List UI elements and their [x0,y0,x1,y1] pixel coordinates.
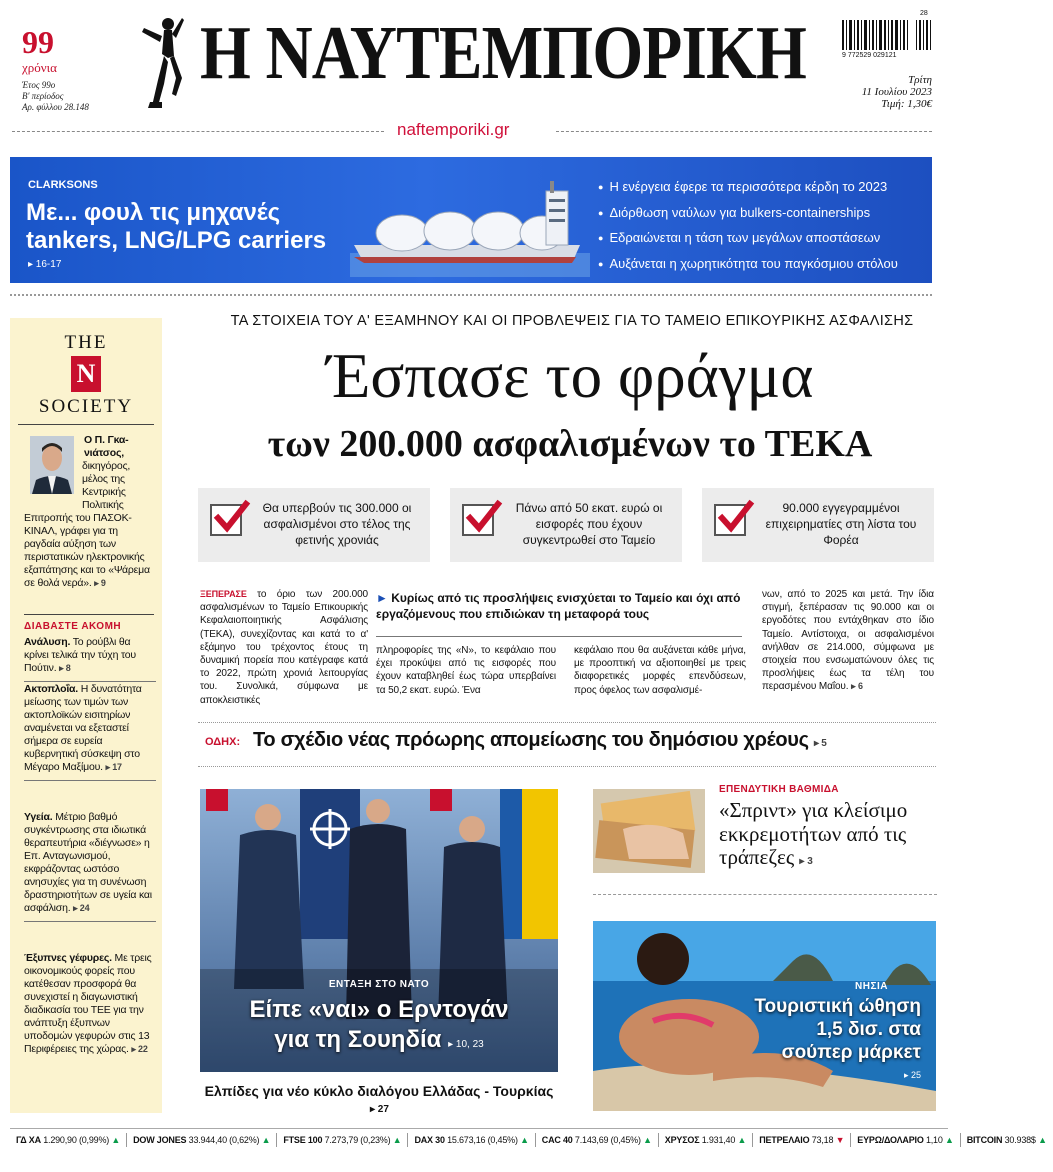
ticker-name: ΓΔ ΧΑ [16,1134,41,1145]
society-rule [18,424,154,425]
barcode-issue: 28 [920,10,928,17]
issue-number: Αρ. φύλλου 28.148 [22,102,89,112]
ticker-item [961,1133,1053,1147]
ticker-value: 1,10 [925,1134,943,1145]
ticker-name: ΠΕΤΡΕΛΑΙΟ [759,1134,810,1145]
society-sidebar [10,318,162,1113]
item-text: Η δυνατότητα μείωσης των τιμών των ακτοπλοϊκών εισιτηρίων αναμένεται να εξεταστεί σήμερα σε ευρεία κυβερνητική σύσκεψη στο Μέγαρο Μαξίμου. [24,683,142,773]
more-item-analysis[interactable] [24,636,156,682]
more-heading: ΔΙΑΒΑΣΤΕ ΑΚΟΜΗ [24,614,154,632]
quote-text: Κυρίως από τις προσλήψεις ενισχύεται το Ταμείο και όχι από εργαζόμενους που επιδιώκαν τη μεταφορά τους [376,591,741,621]
society-bio[interactable] [24,434,154,590]
banner-title [26,199,326,255]
col4-page-ref: ▸ 6 [851,681,863,692]
ticker-value: 33.944,40 (0,62%) [188,1134,260,1145]
lead-pull-quote [376,590,742,622]
ticker-item [408,1133,535,1147]
nato-page-ref: ▸ 10, 23 [448,1039,484,1050]
triangle-down-icon: ▼ [835,1134,845,1145]
ticker-item [277,1133,408,1147]
more-item-ferries[interactable] [24,683,156,781]
stat-box-insured [198,488,430,562]
nato-title-line2-text: για τη Σουηδία [274,1026,442,1053]
triangle-up-icon: ▲ [392,1134,402,1145]
check-icon [462,504,494,536]
bio-page-ref: ▸ 9 [94,578,106,588]
ticker-item [659,1133,753,1147]
ticker-name: CAC 40 [541,1134,573,1145]
lead-body-col4 [762,588,934,694]
date-block [790,74,932,110]
banner-bullet: ● Εδραιώνεται η τάση των μεγάλων αποστάσεων [598,226,928,252]
bio-text: δικηγόρος, μέλος της Κεντρικής Πολιτικής Επιτροπής του ΠΑΣΟΚ-ΚΙΝΑΛ, γράφει για τη ραγδαία αύξηση των περιστατικών ηλεκτρονικής εξαπάτησης και το «Ψάρεμα σε θολά νερά». [24,460,150,589]
avatar-spacer [24,460,82,502]
tourism-kicker: ΝΗΣΙΑ [855,981,888,992]
item-page-ref: ▸ 8 [59,663,71,673]
ticker-value: 1.931,40 [701,1134,736,1145]
society-word: SOCIETY [38,396,134,417]
item-lead: Έξυπνες γέφυρες. [24,952,112,964]
triangle-up-icon: ▲ [520,1134,529,1145]
nato-title-line1: Είπε «ναι» ο Ερντογάν [249,996,509,1023]
anniversary-number: 99 [22,24,54,60]
item-text: Το ρούβλι θα κρίνει τελικά την τύχη του Πούτιν. [24,636,136,674]
barcode-icon [842,20,932,50]
ticker-value: 1.290,90 (0,99%) [43,1134,110,1145]
ticker-name: BITCOIN [966,1134,1003,1145]
tourism-page-ref: ▸ 25 [903,1070,921,1080]
item-page-ref: ▸ 17 [105,762,122,772]
investment-page-ref: ▸ 3 [799,856,813,867]
ticker-name: ΧΡΥΣΟΣ [664,1134,700,1145]
more-item-health[interactable] [24,811,156,922]
more-item-bridges[interactable] [24,952,156,1062]
nato-title-line2 [200,1025,558,1060]
ticker-item [851,1133,960,1147]
hermes-icon [138,14,186,110]
price: Τιμή: 1,30€ [881,98,932,110]
ticker-item [753,1133,851,1147]
ticker-item [536,1133,659,1147]
investment-kicker: ΕΠΕΝΔΥΤΙΚΗ ΒΑΘΜΙΔΑ [719,784,839,795]
banner-title-line2: tankers, LNG/LPG carriers [26,227,327,254]
check-icon [210,504,242,536]
lead-body-col1 [200,588,368,707]
banner-bullet: ● Η ενέργεια έφερε τα περισσότερα κέρδη το 2023 [598,175,928,201]
guide-rule-bottom [198,766,936,767]
investment-headline[interactable] [719,799,949,874]
ticker-item [127,1133,277,1147]
issue-period: Β' περίοδος [22,91,64,101]
item-lead: Υγεία. [24,811,53,823]
ticker-item [10,1133,127,1147]
bio-text-wrap [24,460,154,590]
triangle-up-icon: ▲ [111,1134,121,1145]
masthead [0,0,960,150]
banner-page-ref: ▸ 16-17 [28,259,62,270]
weekday: Τρίτη [908,74,932,86]
ticker-name: DAX 30 [414,1134,445,1145]
ticker-value: 7.143,69 (0,45%) [574,1134,641,1145]
stat-text: Πάνω από 50 εκατ. ευρώ οι εισφορές που έχουν συγκεντρωθεί στο Ταμείο [515,501,663,547]
ticker-value: 73,18 [811,1134,834,1145]
banner-title-line1: Με... φουλ τις μηχανές [26,199,281,226]
triangle-up-icon: ▲ [643,1134,652,1145]
triangle-up-icon: ▲ [1038,1134,1047,1145]
lead-subhead: των 200.000 ασφαλισμένων το ΤΕΚΑ [267,423,873,465]
issue-year: Έτος 99ο [22,80,56,90]
market-ticker [10,1128,1047,1150]
triangle-up-icon: ▲ [737,1134,747,1145]
col1-lead: ΞΕΠΕΡΑΣΕ [200,589,247,599]
lead-body-col2: πληροφορίες της «Ν», το κεφάλαιο που έχει προκύψει από τις εισφορές που έχουν καταβληθεί έως τώρα υπερβαίνει τα 50,2 εκατ. ευρώ. Ένα [376,645,556,696]
nato-title [200,995,558,1060]
guide-rule-top [198,722,936,723]
item-page-ref: ▸ 24 [73,903,90,913]
nato-photo-story[interactable] [200,789,558,1072]
section-divider [10,294,932,296]
newspaper-title: Η ΝΑΥΤΕΜΠΟΡΙΚΗ [200,11,806,95]
banner-kicker: CLARKSONS [28,179,98,191]
nato-caption[interactable]: Ελπίδες για νέο κύκλο διαλόγου Ελλάδας - Τουρκίας [204,1083,554,1099]
item-lead: Ακτοπλοΐα. [24,683,79,695]
banner-bullet: ● Διόρθωση ναύλων για bulkers-containerships [598,201,928,227]
tourism-title-line3: σούπερ μάρκετ [781,1042,921,1063]
society-the: THE [64,332,108,353]
issue-info [22,80,89,113]
stat-box-employers [702,488,934,562]
ticker-value: 15.673,16 (0,45%) [447,1134,518,1145]
ticker-name: FTSE 100 [283,1134,323,1145]
stat-box-contributions [450,488,682,562]
triangle-up-icon: ▲ [944,1134,954,1145]
guide-page-ref: ▸ 5 [814,738,827,749]
rule-right [556,131,932,132]
tourism-title [733,995,921,1087]
col4-text: νων, από το 2025 και μετά. Την ίδια στιγμή, ξεπέρασαν τις 90.000 και οι εργοδότες που εντάχθηκαν στο ίδιο Ταμείο. Αντίστοιχα, οι ασφαλισμένοι ανήλθαν σε 214.000, σύμφωνα με στοιχεία που ενσωματώνουν όλες τις προσλήψεις έως τα τέλη του περασμένου Μαΐου. [762,589,934,693]
barcode-number: 9 772529 029121 [842,52,897,59]
rule-left [12,131,384,132]
nato-caption-ref: ▸ 27 [370,1104,389,1115]
triangle-up-icon: ▲ [261,1134,271,1145]
investment-title: «Σπριντ» για κλείσιμο εκκρεμοτήτων από τις τράπεζες [719,798,908,869]
arrow-right-icon: ► [376,591,388,605]
item-text: Με τρεις οικονομικούς φορείς που κατέθεσαν προσφορά θα συνεχιστεί η διαγωνιστική διαδικασία του ΤΕΕ για την ανάπτυξη έξυπνων υποδομών γεφυρών στις 13 Περιφέρειες της χώρας. [24,952,152,1055]
ticker-name: DOW JONES [133,1134,187,1145]
item-lead: Ανάλυση. [24,636,71,648]
tourism-title-line1: Τουριστική ώθηση [754,996,921,1017]
banner-bullets [598,175,928,277]
ticker-value: 7.273,79 (0,23%) [324,1134,391,1145]
lead-headline[interactable]: Έσπασε το φράγμα [326,341,814,411]
stat-text: Θα υπερβούν τις 300.000 οι ασφαλισμένοι στο τέλος της φετινής χρονιάς [262,501,412,547]
anniversary-word: χρόνια [22,60,57,75]
guide-headline[interactable] [253,729,826,752]
quote-rule [376,636,742,637]
ticker-name: ΕΥΡΩ/ΔΟΛΑΡΙΟ [857,1134,924,1145]
guide-kicker: ΟΔΗΧ: [205,736,241,748]
guide-text: Το σχέδιο νέας πρόωρης απομείωσης του δημόσιου χρέους [253,729,809,751]
bio-name: Ο Π. Γκα-νιάτσος, [84,434,129,459]
right-column-rule [593,894,937,895]
item-text: Μέτριο βαθμό συγκέντρωσης στα ιδιωτικά θεραπευτήρια «διέγνωσε» η Επ. Ανταγωνισμού, εκφράζοντας ωστόσο ανησυχίες για τη συνένωση δραστηριοτήτων σε υγεία και ασφάλιση. [24,811,152,914]
lead-supertitle: ΤΑ ΣΤΟΙΧΕΙΑ ΤΟΥ Α' ΕΞΑΜΗΝΟΥ ΚΑΙ ΟΙ ΠΡΟΒΛΕΨΕΙΣ ΓΙΑ ΤΟ ΤΑΜΕΙΟ ΕΠΙΚΟΥΡΙΚΗΣ ΑΣΦΑΛΙΣΗΣ [230,313,914,329]
society-logo-n: N [71,356,101,392]
lead-body-col3: κεφάλαιο που θα αυξάνεται κάθε μήνα, με προοπτική να αξιοποιηθεί με τρεις διαφορετικές μορφές επενδύσεων, προς όφελος των ασφαλισμέ- [574,645,746,696]
nato-kicker: ΕΝΤΑΞΗ ΣΤΟ ΝΑΤΟ [328,979,430,990]
ticker-value: 30.938$ [1004,1134,1036,1145]
tourism-photo-story[interactable] [593,921,936,1111]
tourism-title-line2: 1,5 δισ. στα [816,1019,921,1040]
website-link[interactable]: naftemporiki.gr [397,120,510,139]
issue-date: 11 Ιουλίου 2023 [861,86,932,98]
stat-text: 90.000 εγγεγραμμένοι επιχειρηματίες στη λίστα του Φορέα [765,501,917,547]
clarksons-banner[interactable] [10,157,932,283]
banner-bullet: ● Αυξάνεται η χωρητικότητα του παγκόσμιου στόλου [598,252,928,278]
item-page-ref: ▸ 22 [131,1044,148,1054]
banknotes-image [593,789,705,873]
check-icon [714,504,746,536]
lng-ship-illustration [350,167,590,277]
col1-text: το όριο των 200.000 ασφαλισμένων το Ταμείο Επικουρικής Κεφαλαιοποιητικής Ασφάλισης (ΤΕΚΑ), συνεχίζοντας και κατά το α' εξάμηνο του τρέχοντος έτους τη δυναμική πορεία που κατέγραφε κατά το 2022, πρώτη χρονιά λειτουργίας του. Συνολικά, σύμφωνα με αποκλειστικές [200,589,368,706]
